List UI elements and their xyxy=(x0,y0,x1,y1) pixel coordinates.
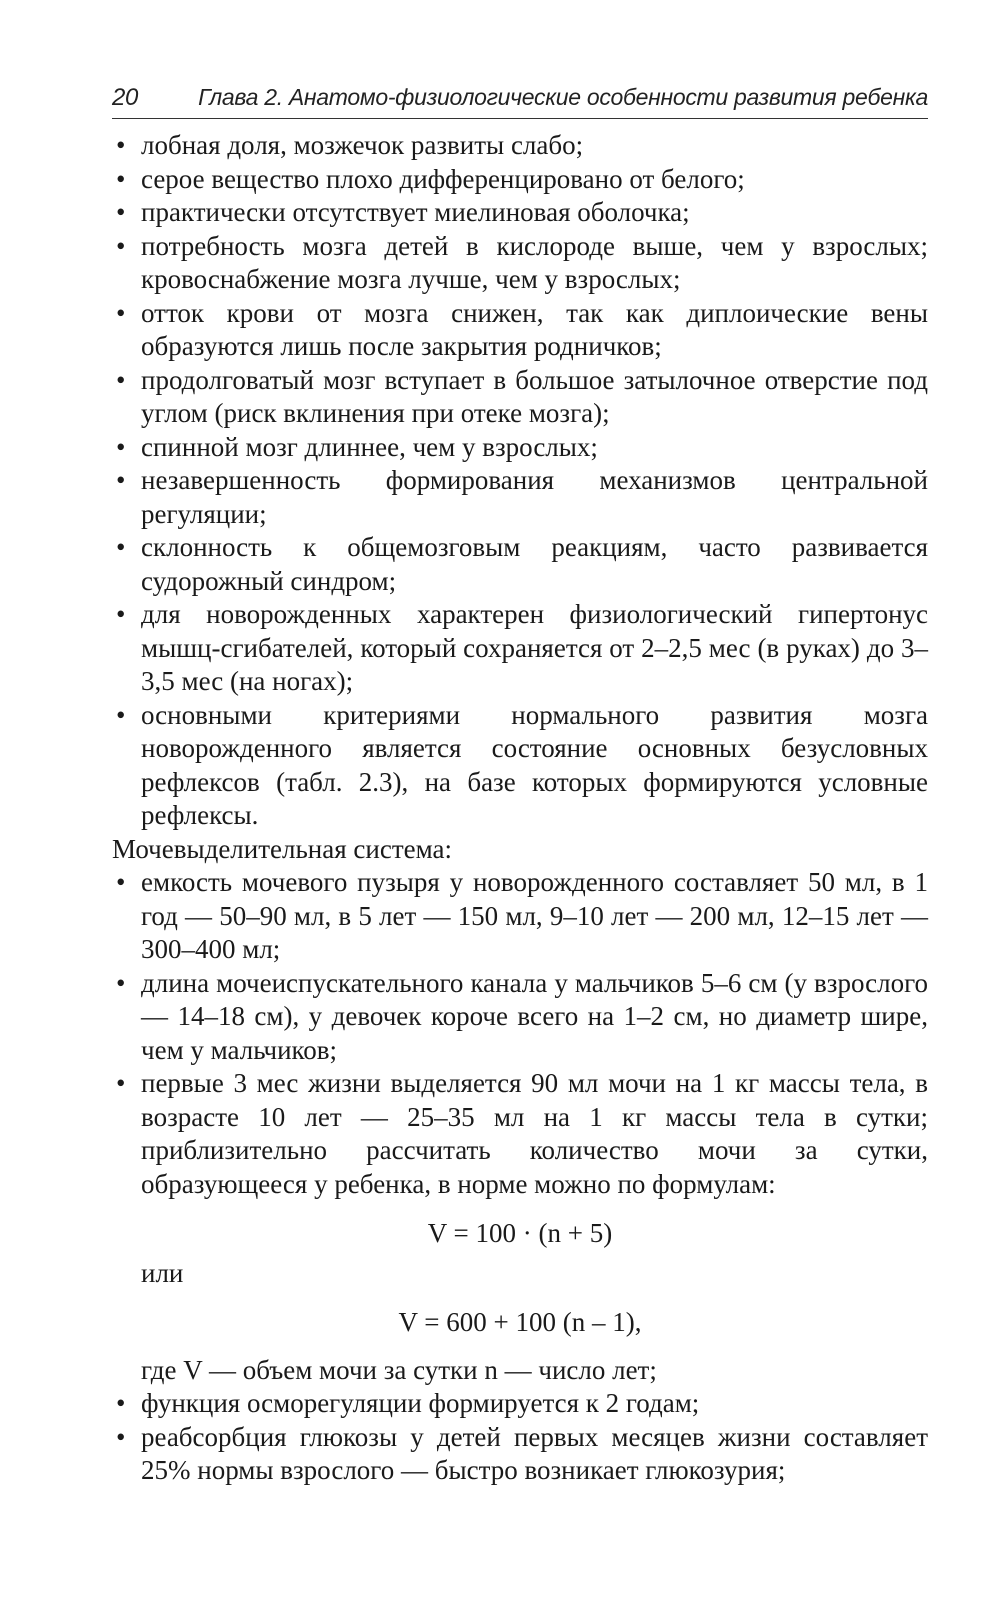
urinary-system-list xyxy=(112,866,928,1201)
formula-1: V = 100 · (n + 5) xyxy=(427,1218,613,1248)
list-item: • для новорожденных характерен физиологический гипертонус мышц-сгибателей, который сохраняется от 2–2,5 мес (в руках) до 3–3,5 мес (на ногах); xyxy=(112,598,928,699)
book-page xyxy=(112,84,928,1488)
list-item: • реабсорбция глюкозы у детей первых месяцев жизни составляет 25% нормы взрослого — быстро возникает глюкозурия; xyxy=(112,1421,928,1488)
list-item: • длина мочеиспускательного канала у мальчиков 5–6 см (у взрослого — 14–18 см), у девочек короче всего на 1–2 см, но диаметр шире, чем у мальчиков; xyxy=(112,967,928,1068)
list-item: • лобная доля, мозжечок развиты слабо; xyxy=(112,129,928,163)
list-item: • основными критериями нормального развития мозга новорожденного является состояние основных безусловных рефлексов (табл. 2.3), на базе которых формируются условные рефлексы. xyxy=(112,699,928,833)
list-item: • функция осморегуляции формируется к 2 годам; xyxy=(112,1387,928,1421)
list-item: • спинной мозг длиннее, чем у взрослых; xyxy=(112,431,928,465)
list-item: • емкость мочевого пузыря у новорожденного составляет 50 мл, в 1 год — 50–90 мл, в 5 лет — 150 мл, 9–10 лет — 200 мл, 12–15 лет — 300–400 мл; xyxy=(112,866,928,967)
nervous-system-list xyxy=(112,129,928,833)
running-header xyxy=(112,84,928,119)
list-item: • потребность мозга детей в кислороде выше, чем у взрослых; кровоснабжение мозга лучше, чем у взрослых; xyxy=(112,230,928,297)
list-item: • склонность к общемозговым реакциям, часто развивается судорожный синдром; xyxy=(112,531,928,598)
list-item: • серое вещество плохо дифференцировано от белого; xyxy=(112,163,928,197)
chapter-title: Глава 2. Анатомо-физиологические особенности развития ребенка xyxy=(198,84,928,110)
urinary-system-list-continued xyxy=(112,1387,928,1488)
list-item: • отток крови от мозга снижен, так как диплоические вены образуются лишь после закрытия родничков; xyxy=(112,297,928,364)
list-item: • продолговатый мозг вступает в большое затылочное отверстие под углом (риск вклинения при отеке мозга); xyxy=(112,364,928,431)
list-item: • незавершенность формирования механизмов центральной регуляции; xyxy=(112,464,928,531)
section-heading-urinary: Мочевыделительная система: xyxy=(112,833,452,864)
body-text xyxy=(112,129,928,1488)
formula-legend: где V — объем мочи за сутки n — число лет; xyxy=(141,1354,657,1385)
or-word: или xyxy=(141,1257,184,1288)
page-number: 20 xyxy=(112,84,139,111)
list-item: • практически отсутствует миелиновая оболочка; xyxy=(112,196,928,230)
list-item: • первые 3 мес жизни выделяется 90 мл мочи на 1 кг массы тела, в возрасте 10 лет — 25–35 мл на 1 кг массы тела в сутки; приблизительно рассчитать количество мочи за сутки, образующееся у ребенка, в норме можно по формулам: xyxy=(112,1067,928,1201)
formula-2: V = 600 + 100 (n – 1), xyxy=(398,1307,642,1337)
